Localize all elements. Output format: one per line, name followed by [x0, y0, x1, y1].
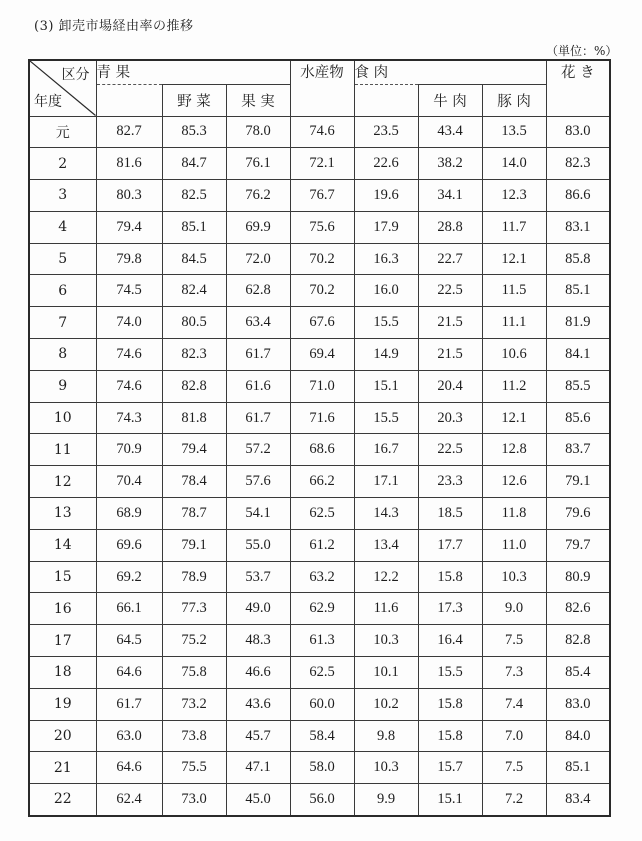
value-cell-gyuniku: 15.5: [418, 657, 482, 689]
table-row: [29, 370, 610, 402]
value-cell-suisanbutsu: 62.9: [290, 593, 354, 625]
value-cell-suisanbutsu: 56.0: [290, 784, 354, 816]
value-cell-yasai: 75.8: [162, 657, 226, 689]
value-cell-gyuniku: 17.3: [418, 593, 482, 625]
value-cell-seika: 80.3: [96, 180, 162, 212]
value-cell-yasai: 78.9: [162, 561, 226, 593]
header-yasai: 野 菜: [162, 84, 226, 116]
value-cell-shokuniku: 15.1: [354, 370, 418, 402]
unit-label: （単位：%）: [546, 44, 618, 58]
value-cell-shokuniku: 16.7: [354, 434, 418, 466]
value-cell-shokuniku: 17.1: [354, 466, 418, 498]
year-cell: 3: [29, 180, 96, 212]
value-cell-suisanbutsu: 69.4: [290, 339, 354, 371]
value-cell-hanaki: 82.6: [546, 593, 610, 625]
value-cell-yasai: 82.4: [162, 275, 226, 307]
value-cell-butaniku: 12.8: [482, 434, 546, 466]
value-cell-kajitsu: 72.0: [226, 243, 290, 275]
value-cell-shokuniku: 9.9: [354, 784, 418, 816]
value-cell-yasai: 85.1: [162, 211, 226, 243]
year-cell: 9: [29, 370, 96, 402]
value-cell-kajitsu: 61.7: [226, 339, 290, 371]
value-cell-suisanbutsu: 58.4: [290, 720, 354, 752]
year-cell: 8: [29, 339, 96, 371]
value-cell-yasai: 77.3: [162, 593, 226, 625]
value-cell-butaniku: 11.1: [482, 307, 546, 339]
value-cell-hanaki: 85.5: [546, 370, 610, 402]
value-cell-yasai: 73.8: [162, 720, 226, 752]
value-cell-yasai: 78.4: [162, 466, 226, 498]
value-cell-butaniku: 11.0: [482, 529, 546, 561]
value-cell-seika: 74.5: [96, 275, 162, 307]
value-cell-yasai: 75.2: [162, 625, 226, 657]
table-row: [29, 752, 610, 784]
value-cell-seika: 70.9: [96, 434, 162, 466]
value-cell-seika: 79.4: [96, 211, 162, 243]
value-cell-seika: 61.7: [96, 688, 162, 720]
corner-year-label: 年度: [34, 93, 62, 110]
value-cell-gyuniku: 43.4: [418, 116, 482, 148]
value-cell-hanaki: 82.8: [546, 625, 610, 657]
value-cell-hanaki: 83.0: [546, 116, 610, 148]
table-row: [29, 625, 610, 657]
value-cell-kajitsu: 61.6: [226, 370, 290, 402]
value-cell-gyuniku: 15.8: [418, 688, 482, 720]
value-cell-gyuniku: 28.8: [418, 211, 482, 243]
table-title: (3) 卸売市場経由率の推移: [34, 19, 194, 34]
value-cell-seika: 79.8: [96, 243, 162, 275]
value-cell-butaniku: 7.5: [482, 752, 546, 784]
value-cell-kajitsu: 63.4: [226, 307, 290, 339]
value-cell-shokuniku: 13.4: [354, 529, 418, 561]
value-cell-suisanbutsu: 70.2: [290, 275, 354, 307]
value-cell-hanaki: 79.7: [546, 529, 610, 561]
year-cell: 22: [29, 784, 96, 816]
value-cell-kajitsu: 43.6: [226, 688, 290, 720]
year-cell: 5: [29, 243, 96, 275]
value-cell-shokuniku: 10.3: [354, 625, 418, 657]
value-cell-butaniku: 7.2: [482, 784, 546, 816]
value-cell-gyuniku: 18.5: [418, 498, 482, 530]
corner-category-label: 区分: [61, 67, 90, 83]
year-cell: 2: [29, 148, 96, 180]
value-cell-hanaki: 84.1: [546, 339, 610, 371]
value-cell-suisanbutsu: 76.7: [290, 180, 354, 212]
value-cell-hanaki: 85.1: [546, 752, 610, 784]
value-cell-gyuniku: 15.1: [418, 784, 482, 816]
value-cell-gyuniku: 17.7: [418, 529, 482, 561]
value-cell-yasai: 85.3: [162, 116, 226, 148]
value-cell-hanaki: 80.9: [546, 561, 610, 593]
table-row: [29, 784, 610, 816]
value-cell-butaniku: 10.6: [482, 339, 546, 371]
value-cell-yasai: 81.8: [162, 402, 226, 434]
year-cell: 16: [29, 593, 96, 625]
table-row: [29, 211, 610, 243]
year-cell: 14: [29, 529, 96, 561]
value-cell-suisanbutsu: 72.1: [290, 148, 354, 180]
table-row: [29, 116, 610, 148]
value-cell-kajitsu: 76.1: [226, 148, 290, 180]
value-cell-suisanbutsu: 60.0: [290, 688, 354, 720]
header-kajitsu: 果 実: [226, 84, 290, 116]
table-row: [29, 466, 610, 498]
value-cell-gyuniku: 15.8: [418, 561, 482, 593]
value-cell-hanaki: 79.1: [546, 466, 610, 498]
value-cell-kajitsu: 55.0: [226, 529, 290, 561]
year-cell: 15: [29, 561, 96, 593]
value-cell-butaniku: 10.3: [482, 561, 546, 593]
distribution-rate-table: [28, 59, 611, 817]
value-cell-yasai: 79.4: [162, 434, 226, 466]
value-cell-yasai: 82.3: [162, 339, 226, 371]
value-cell-suisanbutsu: 68.6: [290, 434, 354, 466]
year-cell: 18: [29, 657, 96, 689]
value-cell-seika: 63.0: [96, 720, 162, 752]
value-cell-kajitsu: 53.7: [226, 561, 290, 593]
value-cell-kajitsu: 76.2: [226, 180, 290, 212]
value-cell-shokuniku: 14.3: [354, 498, 418, 530]
value-cell-butaniku: 12.6: [482, 466, 546, 498]
table-row: [29, 339, 610, 371]
value-cell-butaniku: 11.2: [482, 370, 546, 402]
year-cell: 4: [29, 211, 96, 243]
value-cell-gyuniku: 20.3: [418, 402, 482, 434]
value-cell-hanaki: 79.6: [546, 498, 610, 530]
year-cell: 10: [29, 402, 96, 434]
value-cell-seika: 69.6: [96, 529, 162, 561]
value-cell-suisanbutsu: 74.6: [290, 116, 354, 148]
value-cell-shokuniku: 11.6: [354, 593, 418, 625]
value-cell-hanaki: 85.8: [546, 243, 610, 275]
table-row: [29, 498, 610, 530]
value-cell-yasai: 75.5: [162, 752, 226, 784]
value-cell-hanaki: 81.9: [546, 307, 610, 339]
value-cell-seika: 70.4: [96, 466, 162, 498]
value-cell-suisanbutsu: 58.0: [290, 752, 354, 784]
value-cell-shokuniku: 10.2: [354, 688, 418, 720]
value-cell-butaniku: 12.1: [482, 402, 546, 434]
value-cell-hanaki: 85.1: [546, 275, 610, 307]
value-cell-butaniku: 7.4: [482, 688, 546, 720]
table-row: [29, 688, 610, 720]
value-cell-yasai: 73.2: [162, 688, 226, 720]
value-cell-yasai: 84.5: [162, 243, 226, 275]
value-cell-suisanbutsu: 61.2: [290, 529, 354, 561]
value-cell-gyuniku: 22.5: [418, 275, 482, 307]
table-row: [29, 434, 610, 466]
table-row: [29, 180, 610, 212]
value-cell-hanaki: 83.1: [546, 211, 610, 243]
table-row: [29, 593, 610, 625]
value-cell-yasai: 78.7: [162, 498, 226, 530]
value-cell-yasai: 82.5: [162, 180, 226, 212]
year-cell: 13: [29, 498, 96, 530]
value-cell-butaniku: 7.3: [482, 657, 546, 689]
value-cell-suisanbutsu: 63.2: [290, 561, 354, 593]
value-cell-gyuniku: 20.4: [418, 370, 482, 402]
value-cell-gyuniku: 23.3: [418, 466, 482, 498]
value-cell-suisanbutsu: 67.6: [290, 307, 354, 339]
value-cell-hanaki: 86.6: [546, 180, 610, 212]
value-cell-kajitsu: 54.1: [226, 498, 290, 530]
value-cell-yasai: 80.5: [162, 307, 226, 339]
value-cell-gyuniku: 21.5: [418, 307, 482, 339]
value-cell-yasai: 84.7: [162, 148, 226, 180]
value-cell-shokuniku: 23.5: [354, 116, 418, 148]
header-seika-spacer: [96, 84, 162, 116]
value-cell-seika: 64.6: [96, 657, 162, 689]
value-cell-shokuniku: 22.6: [354, 148, 418, 180]
value-cell-kajitsu: 57.6: [226, 466, 290, 498]
value-cell-kajitsu: 48.3: [226, 625, 290, 657]
value-cell-kajitsu: 57.2: [226, 434, 290, 466]
value-cell-butaniku: 11.8: [482, 498, 546, 530]
value-cell-seika: 62.4: [96, 784, 162, 816]
value-cell-yasai: 82.8: [162, 370, 226, 402]
year-cell: 元: [29, 116, 96, 148]
header-shokuniku-spacer: [354, 84, 418, 116]
value-cell-shokuniku: 16.3: [354, 243, 418, 275]
value-cell-shokuniku: 12.2: [354, 561, 418, 593]
table-row: [29, 561, 610, 593]
value-cell-suisanbutsu: 62.5: [290, 657, 354, 689]
value-cell-suisanbutsu: 61.3: [290, 625, 354, 657]
value-cell-shokuniku: 15.5: [354, 402, 418, 434]
year-cell: 6: [29, 275, 96, 307]
value-cell-kajitsu: 69.9: [226, 211, 290, 243]
value-cell-shokuniku: 17.9: [354, 211, 418, 243]
year-cell: 17: [29, 625, 96, 657]
value-cell-seika: 64.5: [96, 625, 162, 657]
value-cell-shokuniku: 16.0: [354, 275, 418, 307]
value-cell-suisanbutsu: 75.6: [290, 211, 354, 243]
table-row: [29, 243, 610, 275]
value-cell-kajitsu: 61.7: [226, 402, 290, 434]
header-gyuniku: 牛 肉: [418, 84, 482, 116]
value-cell-kajitsu: 49.0: [226, 593, 290, 625]
value-cell-suisanbutsu: 66.2: [290, 466, 354, 498]
value-cell-kajitsu: 62.8: [226, 275, 290, 307]
value-cell-gyuniku: 16.4: [418, 625, 482, 657]
value-cell-butaniku: 12.3: [482, 180, 546, 212]
value-cell-yasai: 73.0: [162, 784, 226, 816]
value-cell-kajitsu: 78.0: [226, 116, 290, 148]
value-cell-gyuniku: 15.7: [418, 752, 482, 784]
corner-header: [29, 60, 96, 116]
year-cell: 20: [29, 720, 96, 752]
value-cell-kajitsu: 47.1: [226, 752, 290, 784]
year-cell: 19: [29, 688, 96, 720]
value-cell-seika: 66.1: [96, 593, 162, 625]
value-cell-kajitsu: 45.0: [226, 784, 290, 816]
value-cell-seika: 74.3: [96, 402, 162, 434]
value-cell-butaniku: 11.7: [482, 211, 546, 243]
table-row: [29, 148, 610, 180]
value-cell-hanaki: 84.0: [546, 720, 610, 752]
value-cell-butaniku: 9.0: [482, 593, 546, 625]
value-cell-kajitsu: 46.6: [226, 657, 290, 689]
value-cell-shokuniku: 10.1: [354, 657, 418, 689]
table-row: [29, 402, 610, 434]
year-cell: 21: [29, 752, 96, 784]
value-cell-hanaki: 85.4: [546, 657, 610, 689]
header-shokuniku: 食 肉: [354, 60, 546, 84]
value-cell-gyuniku: 15.8: [418, 720, 482, 752]
value-cell-gyuniku: 22.7: [418, 243, 482, 275]
header-suisanbutsu: 水産物: [290, 60, 354, 116]
value-cell-butaniku: 7.0: [482, 720, 546, 752]
value-cell-gyuniku: 34.1: [418, 180, 482, 212]
header-seika: 青 果: [96, 60, 290, 84]
value-cell-kajitsu: 45.7: [226, 720, 290, 752]
value-cell-butaniku: 13.5: [482, 116, 546, 148]
value-cell-hanaki: 85.6: [546, 402, 610, 434]
value-cell-shokuniku: 9.8: [354, 720, 418, 752]
value-cell-seika: 81.6: [96, 148, 162, 180]
value-cell-shokuniku: 15.5: [354, 307, 418, 339]
value-cell-shokuniku: 19.6: [354, 180, 418, 212]
header-butaniku: 豚 肉: [482, 84, 546, 116]
value-cell-gyuniku: 21.5: [418, 339, 482, 371]
table-row: [29, 720, 610, 752]
year-cell: 7: [29, 307, 96, 339]
value-cell-seika: 82.7: [96, 116, 162, 148]
value-cell-hanaki: 82.3: [546, 148, 610, 180]
table-row: [29, 529, 610, 561]
value-cell-seika: 68.9: [96, 498, 162, 530]
value-cell-shokuniku: 10.3: [354, 752, 418, 784]
value-cell-seika: 64.6: [96, 752, 162, 784]
table-row: [29, 657, 610, 689]
value-cell-shokuniku: 14.9: [354, 339, 418, 371]
value-cell-butaniku: 14.0: [482, 148, 546, 180]
value-cell-yasai: 79.1: [162, 529, 226, 561]
value-cell-butaniku: 7.5: [482, 625, 546, 657]
value-cell-butaniku: 12.1: [482, 243, 546, 275]
value-cell-gyuniku: 38.2: [418, 148, 482, 180]
value-cell-hanaki: 83.0: [546, 688, 610, 720]
value-cell-butaniku: 11.5: [482, 275, 546, 307]
value-cell-hanaki: 83.7: [546, 434, 610, 466]
header-hanaki: 花 き: [546, 60, 610, 116]
value-cell-seika: 74.0: [96, 307, 162, 339]
value-cell-hanaki: 83.4: [546, 784, 610, 816]
value-cell-suisanbutsu: 71.0: [290, 370, 354, 402]
value-cell-suisanbutsu: 71.6: [290, 402, 354, 434]
table-row: [29, 307, 610, 339]
value-cell-suisanbutsu: 70.2: [290, 243, 354, 275]
value-cell-suisanbutsu: 62.5: [290, 498, 354, 530]
year-cell: 12: [29, 466, 96, 498]
value-cell-seika: 74.6: [96, 370, 162, 402]
table-row: [29, 275, 610, 307]
value-cell-gyuniku: 22.5: [418, 434, 482, 466]
year-cell: 11: [29, 434, 96, 466]
value-cell-seika: 69.2: [96, 561, 162, 593]
value-cell-seika: 74.6: [96, 339, 162, 371]
